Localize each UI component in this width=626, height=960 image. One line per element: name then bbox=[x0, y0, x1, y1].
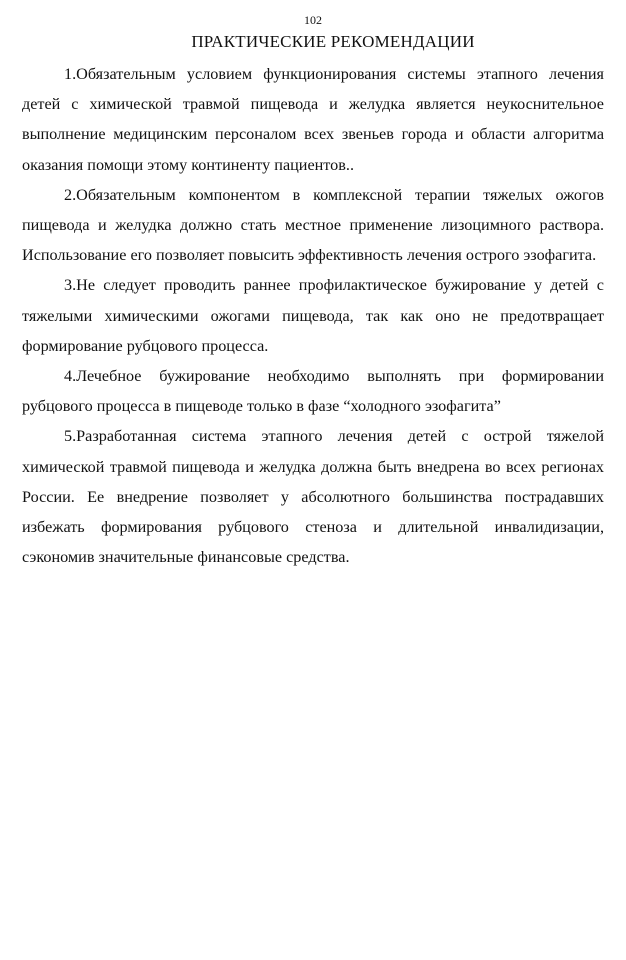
page-title: ПРАКТИЧЕСКИЕ РЕКОМЕНДАЦИИ bbox=[191, 32, 475, 51]
recommendation-paragraph-1: 1.Обязательным условием функционирования системы этапного лечения детей с химической травмой пищевода и желудка является неукоснительное выполнение медицинским персоналом всех звеньев города и области алгоритма оказания помощи этому континенту пациентов.. bbox=[22, 65, 604, 174]
recommendation-paragraph-2: 2.Обязательным компонентом в комплексной терапии тяжелых ожогов пищевода и желудка должно стать местное применение лизоцимного раствора. Использование его позволяет повысить эффективность лечения острого эзофагита. bbox=[22, 185, 604, 265]
recommendation-paragraph-5: 5.Разработанная система этапного лечения детей с острой тяжелой химической травмой пищевода и желудка должна быть внедрена во всех регионах России. Ее внедрение позволяет у абсолютного большинства пострадавших избежать формирования рубцового стеноза и длительной инвалидизации, сэкономив значительные финансовые средства. bbox=[22, 427, 604, 567]
recommendation-paragraph-3: 3.Не следует проводить раннее профилактическое бужирование у детей с тяжелыми химическими ожогами пищевода, так как оно не предотвращает формирование рубцового процесса. bbox=[22, 276, 604, 355]
page-number: 102 bbox=[304, 13, 322, 27]
document-body bbox=[22, 59, 604, 572]
recommendation-paragraph-4: 4.Лечебное бужирование необходимо выполнять при формировании рубцового процесса в пищеводе только в фазе “холодного эзофагита” bbox=[22, 367, 604, 416]
